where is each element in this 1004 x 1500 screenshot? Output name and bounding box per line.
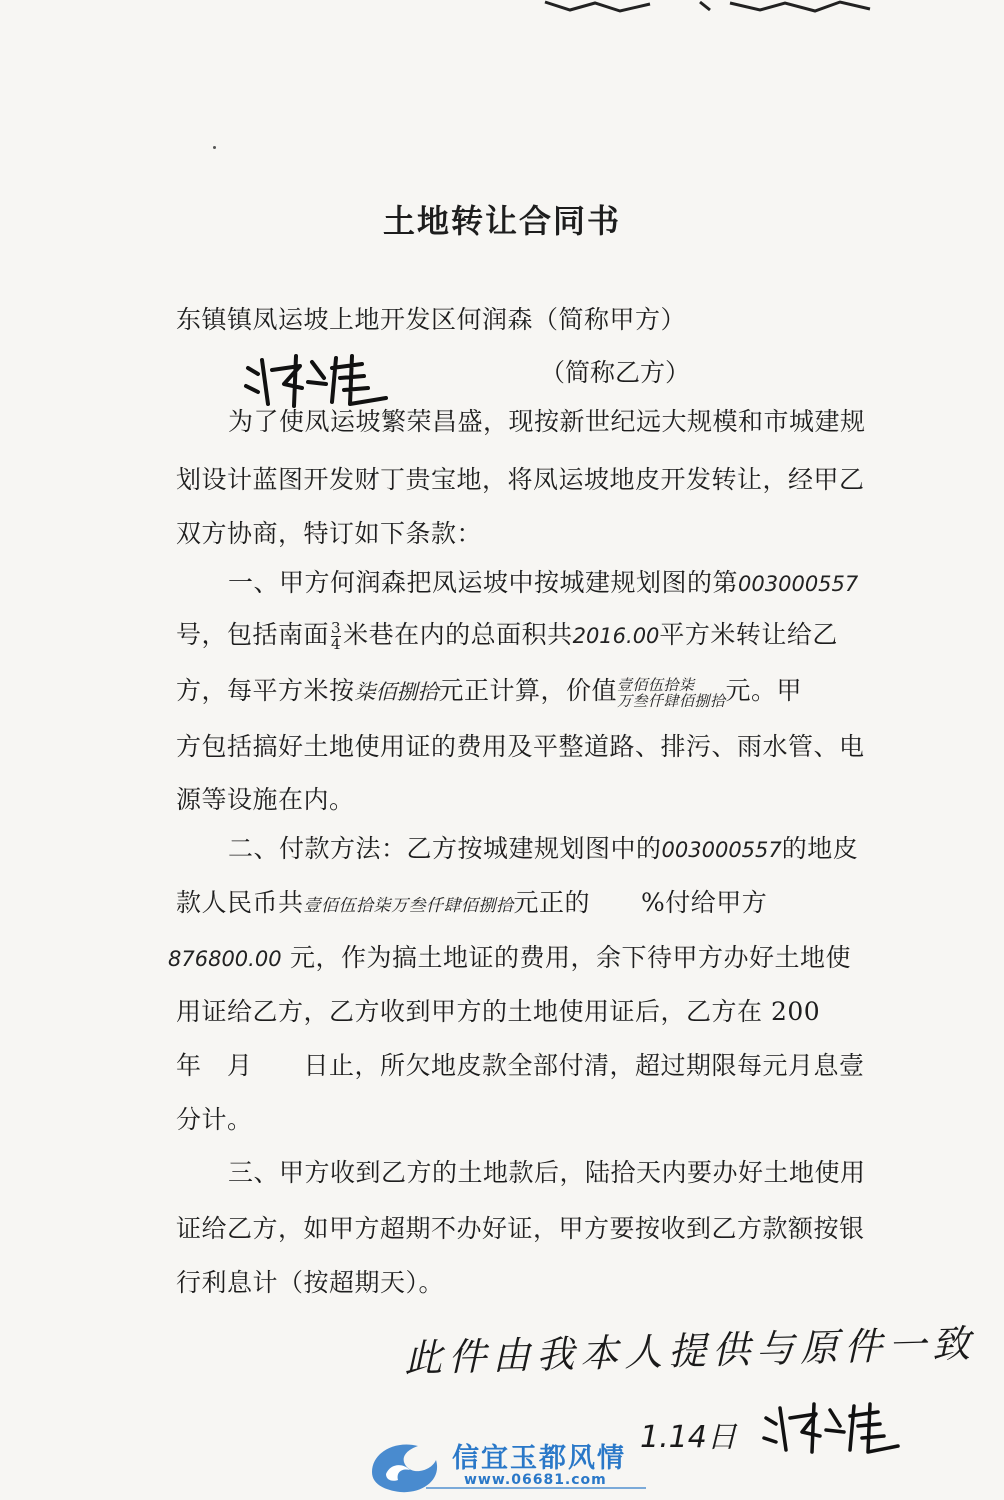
clause1-area: 2016.00: [572, 624, 660, 648]
clause3-line-1: 三、甲方收到乙方的土地款后，陆拾天内要办好土地使用: [228, 1158, 866, 1187]
clause2-amount: 壹佰伍拾柒万叁仟肆佰捌拾: [303, 896, 514, 916]
intro-line-2: 划设计蓝图开发财丁贵宝地，将凤运坡地皮开发转让，经甲乙: [176, 465, 865, 494]
top-edge-handwriting: [540, 0, 880, 14]
clause1-plot-number: 003000557: [738, 572, 859, 596]
clause2-line-4: 用证给乙方，乙方收到甲方的土地使用证后，乙方在 200: [176, 997, 821, 1026]
clause1-total-top: 壹佰伍拾柒: [617, 675, 695, 694]
clause2-line-3: [168, 941, 851, 976]
clause2-line-5: 年 月 日止，所欠地皮款全部付清，超过期限每元月息壹: [176, 1051, 865, 1080]
watermark-url: www.06681.com: [464, 1472, 607, 1488]
watermark-title: 信宜玉都风情: [452, 1443, 626, 1474]
handwritten-date: 1.14日: [640, 1420, 737, 1455]
clause3-line-2: 证给乙方，如甲方超期不办好证，甲方要按收到乙方款额按银: [176, 1214, 865, 1243]
fraction-denominator: 4: [331, 635, 342, 653]
clause2-text: 元，作为搞土地证的费用，余下待甲方办好土地使: [290, 943, 852, 972]
clause1-line-5: 源等设施在内。: [176, 785, 355, 814]
intro-line-3: 双方协商，特订如下条款：: [176, 519, 483, 548]
clause3-line-3: 行利息计（按超期天）。: [176, 1268, 445, 1297]
clause1-text-c: 元。甲: [725, 676, 803, 705]
party-b-label: （简称乙方）: [540, 358, 691, 387]
clause1-text-b: 元正计算，价值: [438, 676, 618, 705]
clause1-text-a: 方，每平方米按: [176, 676, 355, 705]
clause1-total-value: [617, 677, 726, 709]
clause2-line-2: [176, 886, 767, 923]
clause2-tail: 的地皮: [781, 834, 859, 863]
party-b-signature: [240, 348, 390, 410]
clause1-text-c: 平方米转让给乙: [659, 620, 838, 649]
clause2-line-6: 分计。: [176, 1105, 253, 1134]
party-a-line: 东镇镇凤运坡上地开发区何润森（简称甲方）: [176, 305, 687, 334]
fraction: [331, 621, 341, 652]
clause2-fee: 876800.00: [168, 947, 282, 971]
clause1-line-4: 方包括搞好土地使用证的费用及平整道路、排污、雨水管、电: [176, 732, 865, 761]
clause1-text: 一、甲方何润森把凤运坡中按城建规划图的第: [228, 568, 739, 597]
clause1-line-2: [176, 618, 838, 653]
clause2-text-a: 款人民币共: [176, 888, 304, 917]
fraction-numerator: 3: [331, 619, 342, 637]
clause2-text: 二、付款方法：乙方按城建规划图中的: [228, 834, 662, 863]
document-title: 土地转让合同书: [382, 202, 621, 240]
handwritten-certification: 此件由我本人提供与原件一致: [403, 1321, 977, 1381]
certifier-signature: [760, 1398, 900, 1458]
scan-speck: [213, 146, 216, 149]
clause2-text-b: 元正的 %付给甲方: [513, 888, 768, 917]
clause2-line-1: [228, 832, 858, 867]
clause1-unit-price: 柒佰捌拾: [354, 680, 439, 704]
clause1-line-3: [176, 674, 802, 709]
clause2-plot-number: 003000557: [661, 838, 782, 862]
intro-line-1: 为了使凤运坡繁荣昌盛，现按新世纪远大规模和市城建规: [228, 407, 866, 436]
clause1-text-a: 号，包括南面: [176, 620, 330, 649]
clause1-total-bottom: 万叁仟肆佰捌拾: [617, 691, 726, 710]
clause1-line-1: [228, 566, 858, 601]
clause1-text-b: 米巷在内的总面积共: [343, 620, 573, 649]
